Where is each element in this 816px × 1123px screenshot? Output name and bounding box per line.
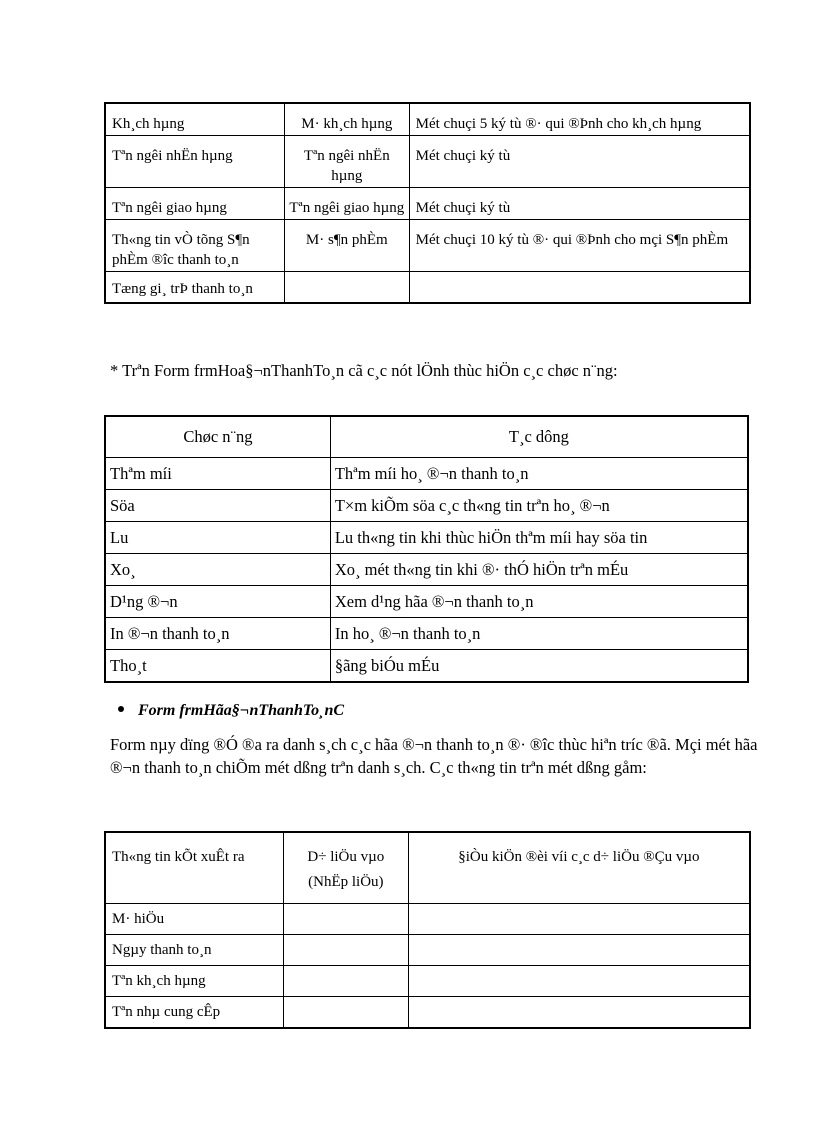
table-cell: Xem d¹ng hãa ®¬n thanh to¸n <box>330 586 748 618</box>
table-cell: Tªn ngêi nhËn hµng <box>284 136 409 188</box>
table-row <box>105 103 750 136</box>
note-line: * Trªn Form frmHoa§¬nThanhTo¸n cã c¸c nót lÖnh thùc hiÖn c¸c chøc n¨ng: <box>110 361 618 380</box>
function-header-cell: T¸c dông <box>330 416 748 458</box>
table-cell: M· kh¸ch hµng <box>284 103 409 136</box>
table-cell: §ãng biÓu mÉu <box>330 650 748 683</box>
table-row <box>105 997 750 1029</box>
table-cell: Lu th«ng tin khi thùc hiÖn thªm míi hay söa tin <box>330 522 748 554</box>
table-cell <box>283 997 408 1029</box>
table-cell: Mét chuçi ký tù <box>409 136 750 188</box>
table-cell: Tæng gi¸ trÞ thanh to¸n <box>105 272 284 304</box>
table-cell <box>283 904 408 935</box>
table-row <box>105 458 748 490</box>
table-cell: Ngµy thanh to¸n <box>105 935 283 966</box>
table-cell: D¹ng ®¬n <box>105 586 330 618</box>
table-cell <box>283 935 408 966</box>
table-cell: Mét chuçi 5 ký tù ®· qui ®Þnh cho kh¸ch hµng <box>409 103 750 136</box>
table-cell: Thªm míi <box>105 458 330 490</box>
table-cell: Kh¸ch hµng <box>105 103 284 136</box>
bullet-heading-text: Form frmHãa§¬nThanhTo¸nC <box>138 702 345 719</box>
table-row <box>105 554 748 586</box>
table-cell: Thªm míi ho¸ ®¬n thanh to¸n <box>330 458 748 490</box>
table-cell: Mét chuçi 10 ký tù ®· qui ®Þnh cho mçi S¶n phÈm <box>409 220 750 272</box>
table-row <box>105 935 750 966</box>
table-cell: Tªn ngêi giao hµng <box>284 188 409 220</box>
table-row <box>105 490 748 522</box>
output-header-cell: Th«ng tin kÕt xuÊt ra <box>105 832 283 904</box>
table-cell <box>283 966 408 997</box>
function-header-cell: Chøc n¨ng <box>105 416 330 458</box>
bullet-dot-icon <box>118 706 124 712</box>
input-info-table <box>104 102 751 304</box>
bullet-heading <box>118 702 344 720</box>
table-row <box>105 220 750 272</box>
description-paragraph: Form nµy dïng ®Ó ®a ra danh s¸ch c¸c hãa ®¬n thanh to¸n ®· ®îc thùc hiªn tríc ®ã. Mçi mét hãa ®¬n thanh to¸n chiÕm mét dßng trªn danh s¸ch. C¸c th«ng tin trªn mét dßng gåm: <box>110 735 758 777</box>
table-cell: Tho¸t <box>105 650 330 683</box>
table-cell <box>408 935 750 966</box>
table-cell: In ho¸ ®¬n thanh to¸n <box>330 618 748 650</box>
output-table-header <box>105 832 750 904</box>
table-cell: T×m kiÕm söa c¸c th«ng tin trªn ho¸ ®¬n <box>330 490 748 522</box>
table-cell <box>409 272 750 304</box>
table-row <box>105 136 750 188</box>
table-cell: M· s¶n phÈm <box>284 220 409 272</box>
table-cell <box>408 997 750 1029</box>
function-table <box>104 415 749 683</box>
output-info-table-body <box>105 832 750 1028</box>
table-cell: Tªn kh¸ch hµng <box>105 966 283 997</box>
function-table-header <box>105 416 748 458</box>
table-row <box>105 618 748 650</box>
table-cell <box>284 272 409 304</box>
table-cell: Lu <box>105 522 330 554</box>
table-cell: Tªn ngêi giao hµng <box>105 188 284 220</box>
table-cell: Mét chuçi ký tù <box>409 188 750 220</box>
table-row <box>105 904 750 935</box>
output-info-table <box>104 831 751 1029</box>
table-row <box>105 650 748 683</box>
table-row <box>105 272 750 304</box>
table-cell: M· hiÖu <box>105 904 283 935</box>
output-header-cell: §iÒu kiÖn ®èi víi c¸c d÷ liÖu ®Çu vµo <box>408 832 750 904</box>
table-cell <box>408 904 750 935</box>
input-info-table-body <box>105 103 750 303</box>
table-cell: Xo¸ mét th«ng tin khi ®· thÓ hiÖn trªn mÉu <box>330 554 748 586</box>
function-table-body <box>105 416 748 682</box>
table-cell: In ®¬n thanh to¸n <box>105 618 330 650</box>
table-cell: Söa <box>105 490 330 522</box>
table-cell: Tªn ngêi nhËn hµng <box>105 136 284 188</box>
table-row <box>105 188 750 220</box>
output-header-cell: D÷ liÖu vµo (NhËp liÖu) <box>283 832 408 904</box>
table-cell: Th«ng tin vÒ tõng S¶n phÈm ®îc thanh to¸n <box>105 220 284 272</box>
table-cell: Xo¸ <box>105 554 330 586</box>
table-row <box>105 586 748 618</box>
table-cell <box>408 966 750 997</box>
table-row <box>105 966 750 997</box>
table-cell: Tªn nhµ cung cÊp <box>105 997 283 1029</box>
table-row <box>105 522 748 554</box>
